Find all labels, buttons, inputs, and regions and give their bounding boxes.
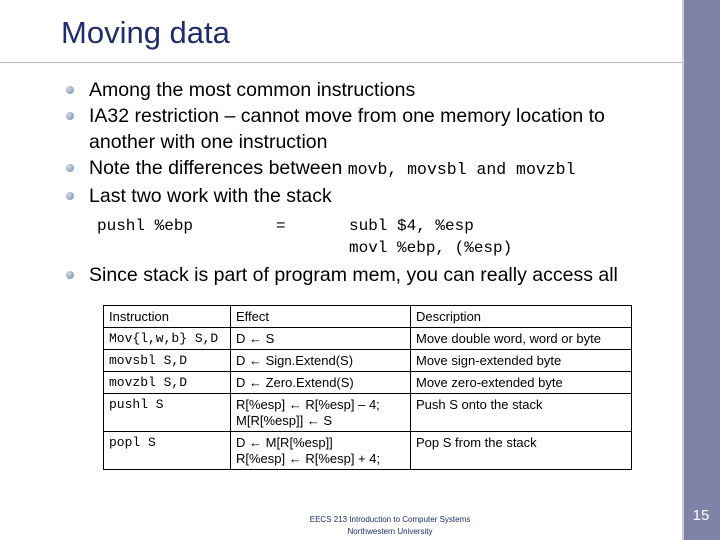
cell-instruction: pushl S — [104, 394, 231, 432]
bullet-dot-icon — [66, 271, 74, 279]
page-number: 15 — [692, 507, 710, 524]
bullet-item — [64, 262, 674, 288]
header-effect: Effect — [231, 306, 411, 328]
table-row — [104, 432, 632, 470]
footer-course: EECS 213 Introduction to Computer Systems — [309, 515, 471, 524]
bullet-dot-icon — [66, 164, 74, 172]
right-band-edge — [682, 0, 684, 540]
cell-effect: D ← S — [231, 328, 411, 350]
slide-title: Moving data — [61, 15, 230, 50]
bullet-dot-icon — [66, 112, 74, 120]
right-band — [682, 0, 720, 540]
stack-example-equals: = — [276, 217, 286, 235]
cell-description: Pop S from the stack — [411, 432, 632, 470]
cell-description: Move double word, word or byte — [411, 328, 632, 350]
bullet-list-2 — [64, 262, 674, 288]
bullet-item — [64, 183, 674, 209]
bullet-dot-icon — [66, 86, 74, 94]
bullet-item — [64, 155, 674, 183]
header-description: Description — [411, 306, 632, 328]
bullet-item — [64, 77, 674, 103]
table-row — [104, 350, 632, 372]
bullet-text: Note the differences between — [89, 157, 348, 179]
table-header-row — [104, 306, 632, 328]
cell-description: Move sign-extended byte — [411, 350, 632, 372]
cell-instruction: Mov{l,w,b} S,D — [104, 328, 231, 350]
stack-example-right-2: movl %ebp, (%esp) — [349, 239, 513, 257]
footer-university: Northwestern University — [347, 527, 433, 536]
stack-example-right-1: subl $4, %esp — [349, 217, 474, 235]
bullet-dot-icon — [66, 192, 74, 200]
cell-effect-line: M[R[%esp]] ← S — [236, 413, 333, 428]
cell-effect: D ← Zero.Extend(S) — [231, 372, 411, 394]
bullet-text: Among the most common instructions — [89, 79, 416, 101]
cell-effect-line: R[%esp] ← R[%esp] – 4; — [236, 397, 380, 412]
cell-effect: D ← Sign.Extend(S) — [231, 350, 411, 372]
bullet-list — [64, 77, 674, 209]
table-row — [104, 372, 632, 394]
cell-effect — [231, 394, 411, 432]
cell-instruction: popl S — [104, 432, 231, 470]
title-divider — [0, 62, 682, 63]
cell-effect — [231, 432, 411, 470]
bullet-text: Since stack is part of program mem, you can really access all — [89, 264, 618, 286]
bullet-code: movb, movsbl and movzbl — [347, 160, 576, 179]
cell-effect-line: D ← M[R[%esp]] — [236, 435, 333, 450]
header-instruction: Instruction — [104, 306, 231, 328]
stack-example-left: pushl %ebp — [97, 217, 194, 235]
bullet-item — [64, 103, 674, 155]
cell-description: Push S onto the stack — [411, 394, 632, 432]
bullet-text: Last two work with the stack — [89, 185, 332, 207]
cell-description: Move zero-extended byte — [411, 372, 632, 394]
slide-footer — [250, 514, 530, 538]
cell-effect-line: R[%esp] ← R[%esp] + 4; — [236, 451, 381, 466]
cell-instruction: movsbl S,D — [104, 350, 231, 372]
table-row — [104, 328, 632, 350]
instruction-table — [103, 305, 632, 470]
table-row — [104, 394, 632, 432]
bullet-text: IA32 restriction – cannot move from one memory location to — [89, 105, 605, 127]
cell-instruction: movzbl S,D — [104, 372, 231, 394]
bullet-text-continued: another with one instruction — [89, 131, 328, 153]
